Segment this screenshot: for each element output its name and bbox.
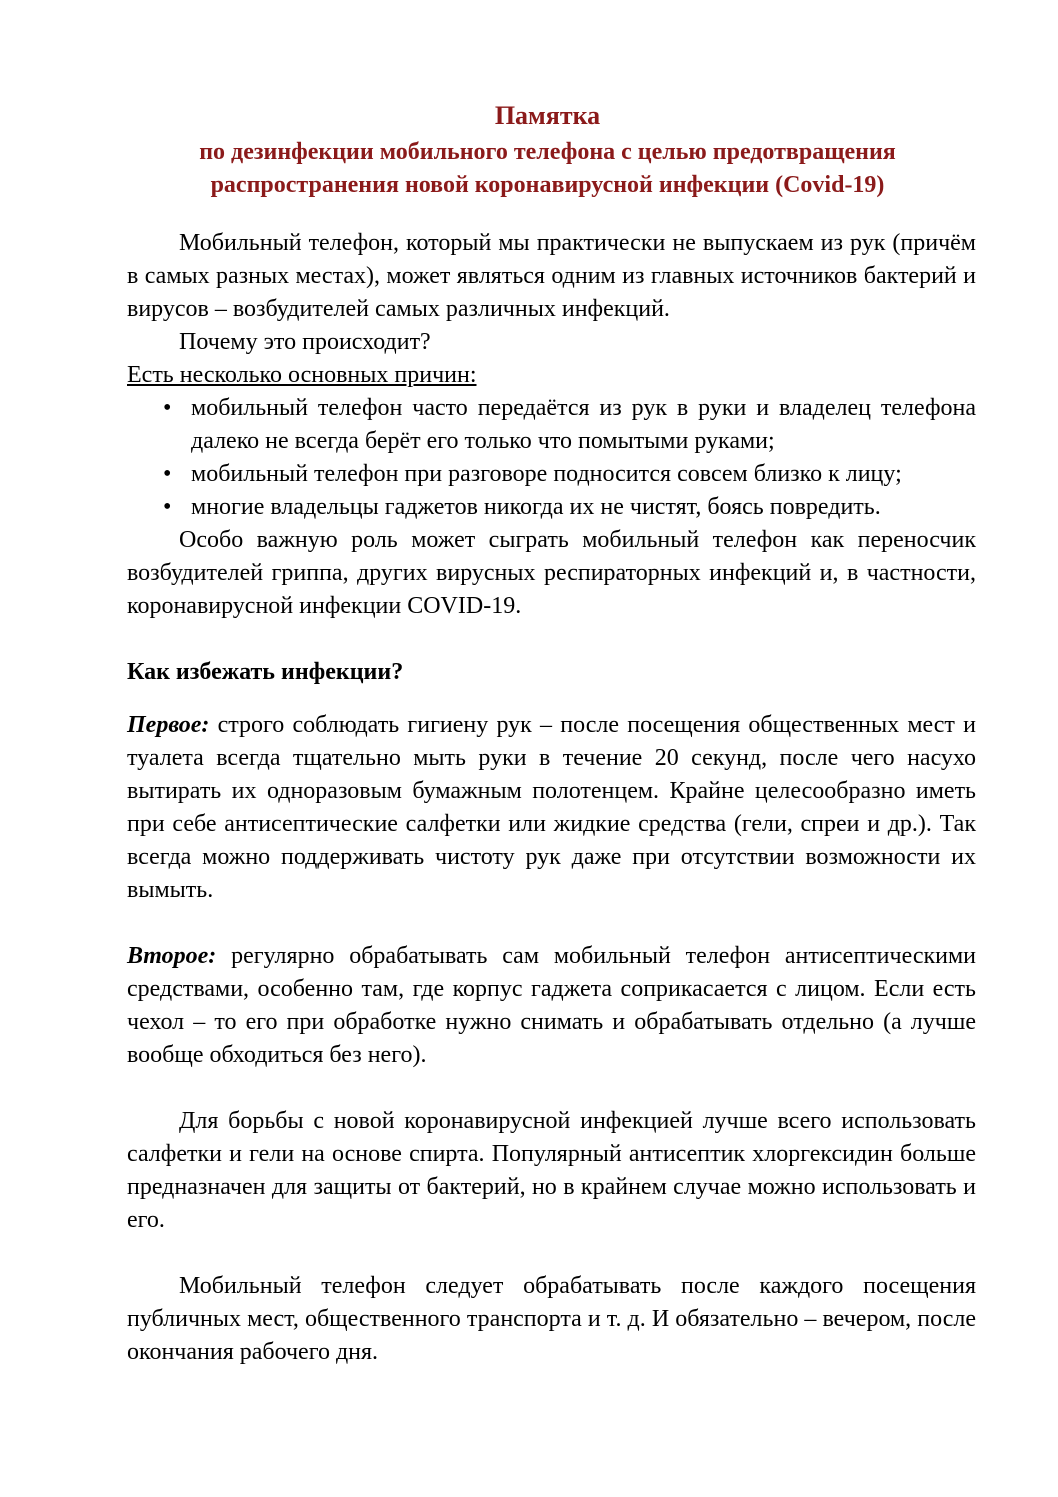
list-item-text: мобильный телефон при разговоре подносится совсем близко к лицу; <box>191 461 902 487</box>
first-rule-label: Первое: <box>127 712 210 738</box>
bullet-icon: • <box>163 461 172 487</box>
when-paragraph: Мобильный телефон следует обрабатывать после каждого посещения публичных мест, общественного транспорта и т. д. И обязательно – вечером, после окончания рабочего дня. <box>127 1273 976 1365</box>
list-item-text: мобильный телефон часто передаётся из рук в руки и владелец телефона далеко не всегда берёт его только что помытыми руками; <box>191 395 976 454</box>
list-item <box>127 458 976 491</box>
intro-question: Почему это происходит? <box>179 329 431 355</box>
list-item <box>127 392 976 458</box>
page-title: Памятка <box>494 101 601 130</box>
page-subtitle-line-2: распространения новой коронавирусной инфекции (Covid-19) <box>210 172 885 198</box>
antiseptics-paragraph: Для борьбы с новой коронавирусной инфекцией лучше всего использовать салфетки и гели на основе спирта. Популярный антисептик хлоргексидин больше предназначен для защиты от бактерий, но в крайнем случае можно использовать и его. <box>127 1108 976 1233</box>
reasons-heading-text: Есть несколько основных причин: <box>127 362 477 388</box>
bullet-icon: • <box>163 395 172 421</box>
second-rule-text: регулярно обрабатывать сам мобильный телефон антисептическими средствами, особенно там, где корпус гаджета соприкасается с лицом. Если есть чехол – то его при обработке нужно снимать и обрабатывать отдельно (а лучше вообще обходиться без него). <box>127 943 976 1068</box>
second-rule-label: Второе: <box>127 943 217 969</box>
second-rule-paragraph <box>127 940 976 1072</box>
reasons-heading <box>127 359 976 392</box>
prevention-heading: Как избежать инфекции? <box>127 659 404 685</box>
reasons-list <box>127 392 976 524</box>
page-subtitle-line-1: по дезинфекции мобильного телефона с целью предотвращения <box>199 139 896 165</box>
special-role-paragraph: Особо важную роль может сыграть мобильный телефон как переносчик возбудителей гриппа, других вирусных респираторных инфекций и, в частности, коронавирусной инфекции COVID-19. <box>127 527 976 619</box>
title-block <box>119 96 976 202</box>
list-item <box>127 491 976 524</box>
first-rule-paragraph <box>127 709 976 907</box>
intro-paragraph: Мобильный телефон, который мы практически не выпускаем из рук (причём в самых разных местах), может являться одним из главных источников бактерий и вирусов – возбудителей самых различных инфекций. <box>127 230 976 322</box>
bullet-icon: • <box>163 494 172 520</box>
first-rule-text: строго соблюдать гигиену рук – после посещения общественных мест и туалета всегда тщательно мыть руки в течение 20 секунд, после чего насухо вытирать их одноразовым бумажным полотенцем. Крайне целесообразно иметь при себе антисептические салфетки или жидкие средства (гели, спреи и др.). Так всегда можно поддерживать чистоту рук даже при отсутствии возможности их вымыть. <box>127 712 976 903</box>
list-item-text: многие владельцы гаджетов никогда их не чистят, боясь повредить. <box>191 494 881 520</box>
